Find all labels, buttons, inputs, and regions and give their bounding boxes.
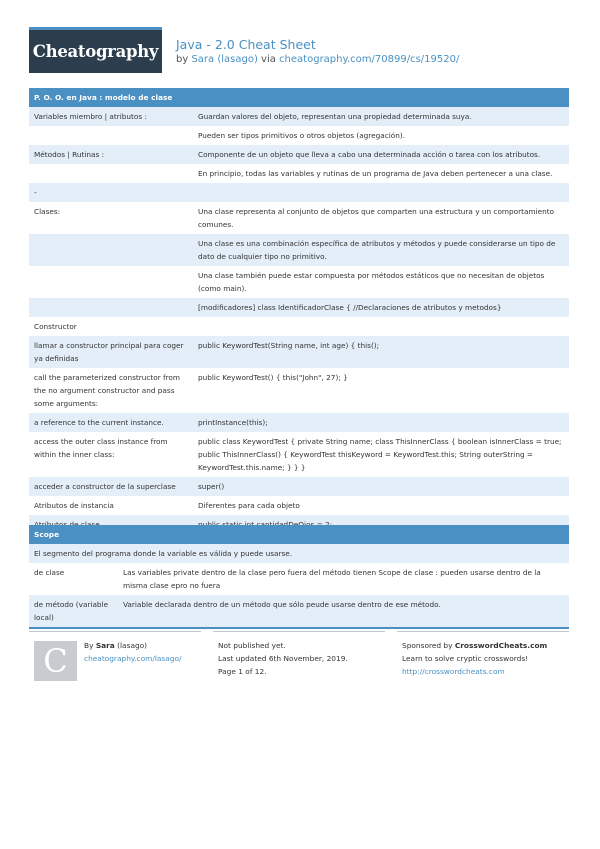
footer-updated: Last updated 6th November, 2019. [218, 654, 348, 663]
table-row [29, 477, 569, 496]
definition-cell: Variable declarada dentro de un método que sólo peude usarse dentro de ese método. [123, 600, 441, 609]
footer-author-column [29, 631, 201, 687]
term-cell [29, 298, 193, 317]
term-cell: de clase [34, 568, 65, 577]
page-header [29, 27, 569, 75]
term-cell: access the outer class instance from within the inner class: [34, 437, 168, 459]
definition-cell [193, 183, 569, 202]
byline-prefix: by [176, 54, 189, 65]
definition-cell: Componente de un objeto que lleva a cabo una determinada acción o tarea con los atributos. [198, 150, 541, 159]
definition-cell: public KeywordTest() { this("John", 27); } [198, 373, 348, 382]
definition-cell: super() [198, 482, 225, 491]
footer-sponsor-tagline: Learn to solve cryptic crosswords! [402, 654, 529, 663]
footer-published: Not published yet. [218, 641, 286, 650]
table-row [29, 595, 569, 627]
table-row [29, 336, 569, 368]
page-title: Java - 2.0 Cheat Sheet [176, 37, 316, 52]
definition-cell [193, 317, 569, 336]
definition-cell: [modificadores] class IdentificadorClase { //Declaraciones de atributos y metodos} [198, 303, 502, 312]
footer-by: By [84, 641, 94, 650]
definition-cell: public class KeywordTest { private String name; class ThisInnerClass { boolean isInnerClass = true; public ThisInnerClass() { KeywordTest thisKeyword = KeywordTest.this; String outerString = KeywordTest.this.name; } } } [198, 437, 562, 472]
table-row [29, 234, 569, 266]
table-row [29, 107, 569, 126]
section-scope [29, 525, 569, 629]
term-cell: - [34, 188, 37, 197]
section-title: Scope [29, 525, 569, 544]
definition-cell: printInstance(this); [198, 418, 268, 427]
table-row [29, 317, 569, 336]
table-row [29, 496, 569, 515]
section-title: P. O. O. en Java : modelo de clase [29, 88, 569, 107]
definition-cell: public KeywordTest(String name, int age) { this(); [198, 341, 380, 350]
avatar [34, 641, 77, 681]
definition-cell: Diferentes para cada objeto [198, 501, 300, 510]
footer-author-handle: (lasago) [117, 641, 148, 650]
avatar-letter: C [43, 641, 68, 680]
section-poo-modelo-clase [29, 88, 569, 555]
table-row [29, 126, 569, 145]
term-cell [29, 164, 193, 183]
footer-author-name[interactable]: Sara [95, 641, 115, 650]
byline [176, 54, 459, 65]
byline-via: via [261, 54, 276, 65]
table-row [29, 145, 569, 164]
definition-cell: En principio, todas las variables y rutinas de un programa de Java deben pertenecer a una clase. [198, 169, 553, 178]
footer-status-column [213, 631, 385, 687]
table-row [29, 413, 569, 432]
author-link[interactable]: Sara (lasago) [191, 54, 258, 65]
footer-sponsor-url[interactable]: http://crosswordcheats.com [402, 667, 505, 676]
term-cell: a reference to the current instance. [34, 418, 164, 427]
term-cell: Constructor [34, 322, 77, 331]
table-row [29, 298, 569, 317]
page-footer [29, 631, 569, 691]
table-row [29, 432, 569, 477]
footer-sponsor-column [397, 631, 569, 687]
term-cell: acceder a constructor de la superclase [34, 482, 176, 491]
term-cell: Atributos de instancia [34, 501, 114, 510]
logo-text: Cheatography [32, 42, 159, 61]
definition-cell: Pueden ser tipos primitivos o otros objetos (agregación). [198, 131, 406, 140]
term-cell: Métodos | Rutinas : [34, 150, 105, 159]
cheatography-logo[interactable] [29, 27, 162, 73]
definition-cell: Una clase representa al conjunto de objetos que comparten una estructura y un comportamiento comunes. [198, 207, 555, 229]
section-intro-row [29, 544, 569, 563]
term-cell [29, 126, 193, 145]
table-row [29, 563, 569, 595]
definition-cell: Una clase también puede estar compuesta por métodos estáticos que no necesitan de objetos (como main). [198, 271, 545, 293]
term-cell: call the parameterized constructor from the no argument constructor and pass some arguments: [34, 373, 180, 408]
definition-cell: Las variables private dentro de la clase pero fuera del método tienen Scope de clase : pueden usarse dentro de la misma clase epro no fuera [123, 568, 541, 590]
term-cell: de método (variable local) [34, 600, 109, 622]
term-cell [29, 234, 193, 266]
footer-sponsored-by: Sponsored by [402, 641, 453, 650]
table-row [29, 164, 569, 183]
section-intro: El segmento del programa donde la variable es válida y puede usarse. [34, 549, 293, 558]
table-row [29, 368, 569, 413]
section-rows [29, 107, 569, 553]
table-row [29, 202, 569, 234]
definition-cell: Una clase es una combinación específica de atributos y métodos y puede considerarse un tipo de dato de cualquier tipo no primitivo. [198, 239, 556, 261]
footer-page: Page 1 of 12. [218, 667, 267, 676]
definition-cell: Guardan valores del objeto, representan una propiedad determinada suya. [198, 112, 472, 121]
footer-sponsor[interactable]: CrosswordCheats.com [454, 641, 548, 650]
table-row [29, 266, 569, 298]
sheet-url-link[interactable]: cheatography.com/70899/cs/19520/ [279, 54, 460, 65]
footer-author-url[interactable]: cheatography.com/lasago/ [84, 654, 182, 663]
term-cell: Clases: [34, 207, 61, 216]
section-rows [29, 563, 569, 627]
term-cell: llamar a constructor principal para coger ya definidas [34, 341, 184, 363]
term-cell [29, 266, 193, 298]
term-cell: Variables miembro | atributos : [34, 112, 147, 121]
table-row [29, 183, 569, 202]
